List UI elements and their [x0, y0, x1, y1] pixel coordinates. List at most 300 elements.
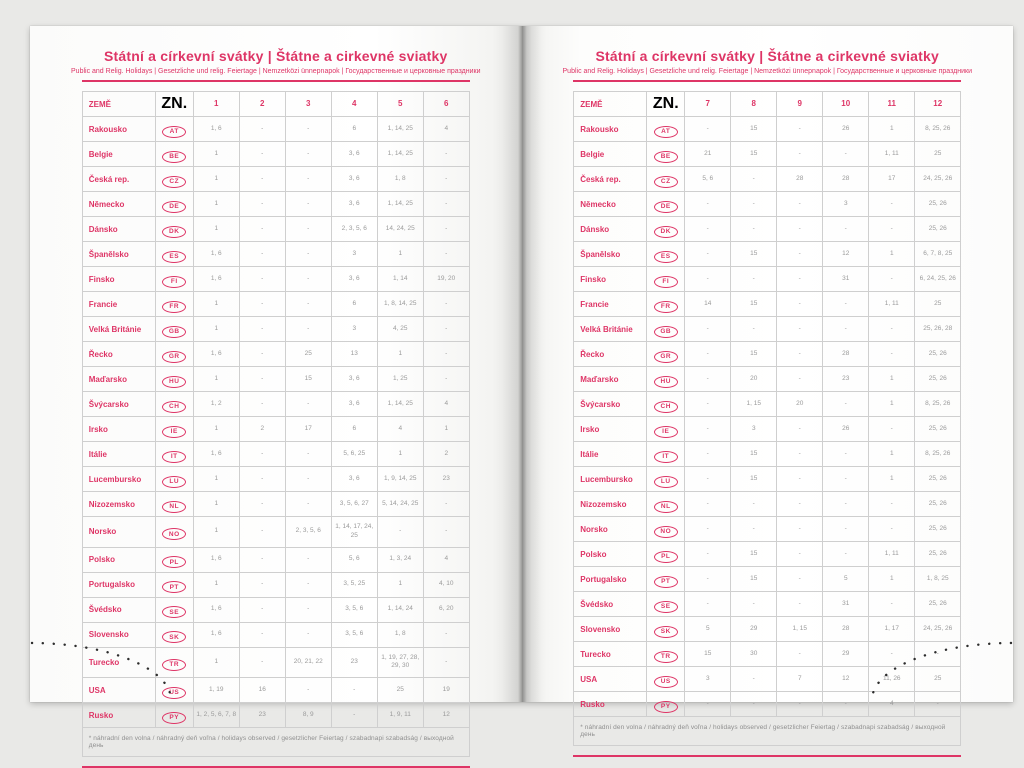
holiday-days-cell: - [685, 442, 731, 467]
holiday-days-cell: - [423, 647, 469, 678]
country-code-cell [155, 547, 193, 572]
holiday-days-cell: 29 [731, 617, 777, 642]
holiday-days-cell: - [823, 542, 869, 567]
holiday-days-cell: 1 [869, 392, 915, 417]
holiday-days-cell: 15 [731, 442, 777, 467]
holiday-days-cell: - [285, 192, 331, 217]
holiday-days-cell: 6, 20 [423, 597, 469, 622]
country-name: USA [574, 667, 647, 692]
holiday-days-cell: - [239, 292, 285, 317]
holiday-days-cell: - [777, 142, 823, 167]
country-name: Česká rep. [82, 167, 155, 192]
holiday-days-cell: - [423, 242, 469, 267]
country-code-badge: LU [654, 476, 678, 488]
country-code-badge: NO [654, 526, 678, 538]
holiday-days-cell: 1, 8 [377, 167, 423, 192]
holiday-days-cell: - [731, 492, 777, 517]
holiday-days-cell: - [239, 517, 285, 548]
holiday-days-cell: 12 [823, 667, 869, 692]
holiday-days-cell: 26 [823, 417, 869, 442]
country-name: Norsko [82, 517, 155, 548]
holiday-days-cell: 1, 14, 25 [377, 117, 423, 142]
holiday-days-cell: - [423, 217, 469, 242]
month-column-header: 6 [423, 92, 469, 117]
holiday-days-cell: - [915, 642, 961, 667]
holiday-days-cell: 5, 6 [331, 547, 377, 572]
country-name: Německo [82, 192, 155, 217]
holiday-days-cell: 25, 26 [915, 342, 961, 367]
holiday-days-cell: 1 [193, 292, 239, 317]
holiday-days-cell: - [731, 692, 777, 717]
country-row [82, 167, 469, 192]
holiday-days-cell: 4 [423, 117, 469, 142]
holiday-days-cell: - [685, 492, 731, 517]
holiday-days-cell: 3 [823, 192, 869, 217]
holiday-days-cell: - [685, 367, 731, 392]
country-code-badge: FI [654, 276, 678, 288]
holiday-days-cell: 23 [423, 467, 469, 492]
holiday-days-cell: 20 [731, 367, 777, 392]
holiday-days-cell: 1, 9, 11 [377, 703, 423, 728]
holiday-days-cell: - [777, 242, 823, 267]
country-code-badge: DE [162, 201, 186, 213]
holiday-days-cell: 1 [193, 517, 239, 548]
holiday-days-cell: 25 [915, 142, 961, 167]
holiday-days-cell: 20, 21, 22 [285, 647, 331, 678]
country-name: Belgie [574, 142, 647, 167]
holiday-days-cell: 2, 3, 5, 6 [331, 217, 377, 242]
holiday-days-cell: 4 [423, 392, 469, 417]
holiday-days-cell: 25, 26 [915, 592, 961, 617]
holiday-days-cell: 1, 14 [377, 267, 423, 292]
holiday-days-cell: - [423, 517, 469, 548]
country-code-cell [155, 192, 193, 217]
holiday-days-cell: - [869, 342, 915, 367]
country-code-badge: DK [162, 226, 186, 238]
holiday-days-cell: - [731, 167, 777, 192]
footnote: * náhradní den volna / náhradný deň voľna / holidays observed / gesetzlicher Feiertag / szabadnapi szabadság / выходной день [82, 728, 469, 757]
holiday-days-cell: 25 [285, 342, 331, 367]
holiday-days-cell: 25, 26 [915, 217, 961, 242]
country-code-badge: TR [162, 659, 186, 671]
month-column-header: 4 [331, 92, 377, 117]
country-row [82, 417, 469, 442]
holiday-days-cell: - [915, 692, 961, 717]
holiday-days-cell: - [285, 242, 331, 267]
month-column-header: 10 [823, 92, 869, 117]
holiday-days-cell: 3, 5, 25 [331, 572, 377, 597]
holiday-days-cell: 3, 5, 6 [331, 597, 377, 622]
holiday-days-cell: 25 [377, 678, 423, 703]
holiday-days-cell: 3, 6 [331, 142, 377, 167]
country-row [82, 242, 469, 267]
holiday-days-cell: 4 [377, 417, 423, 442]
holiday-days-cell: 1, 6 [193, 267, 239, 292]
holiday-days-cell: - [685, 117, 731, 142]
country-name: Rakousko [82, 117, 155, 142]
holiday-days-cell: - [239, 117, 285, 142]
country-row [574, 242, 961, 267]
holiday-days-cell: - [685, 317, 731, 342]
holiday-days-cell: 13 [331, 342, 377, 367]
page-subtitle: Public and Relig. Holidays | Gesetzliche und relig. Feiertage | Nemzetközi ünnepnapok | Государственные и церковные праздники [562, 68, 972, 75]
country-name: Norsko [574, 517, 647, 542]
country-code-badge: BE [162, 151, 186, 163]
country-name: Švédsko [82, 597, 155, 622]
country-row [574, 492, 961, 517]
country-code-badge: CH [654, 401, 678, 413]
country-row [574, 592, 961, 617]
country-name: Velká Británie [82, 317, 155, 342]
country-code-badge: SK [654, 626, 678, 638]
country-name: Polsko [82, 547, 155, 572]
holiday-days-cell: 1 [193, 142, 239, 167]
holiday-days-cell: 24, 25, 26 [915, 617, 961, 642]
holiday-days-cell: 4, 10 [423, 572, 469, 597]
country-code-badge: SE [654, 601, 678, 613]
holiday-days-cell: - [423, 622, 469, 647]
holiday-days-cell: - [823, 492, 869, 517]
country-row [574, 117, 961, 142]
country-row [574, 292, 961, 317]
holiday-days-cell: 1 [193, 192, 239, 217]
country-name: Švédsko [574, 592, 647, 617]
country-code-badge: TR [654, 651, 678, 663]
country-code-cell [647, 692, 685, 717]
country-code-badge: GR [162, 351, 186, 363]
country-name: USA [82, 678, 155, 703]
country-code-cell [647, 267, 685, 292]
holiday-days-cell: - [285, 597, 331, 622]
country-name: Německo [574, 192, 647, 217]
country-code-cell [155, 317, 193, 342]
country-code-cell [155, 622, 193, 647]
holiday-days-cell: - [685, 542, 731, 567]
country-code-badge: IE [654, 426, 678, 438]
holiday-days-cell: 25, 26 [915, 542, 961, 567]
country-row [82, 467, 469, 492]
holiday-days-cell: 5 [823, 567, 869, 592]
holiday-days-cell: - [331, 678, 377, 703]
holiday-days-cell: - [731, 267, 777, 292]
holiday-days-cell: 15 [685, 642, 731, 667]
accent-rule-bottom [573, 755, 961, 757]
holiday-days-cell: - [285, 442, 331, 467]
page-title: Státní a církevní svátky | Štátne a cirkevné sviatky [595, 48, 939, 64]
holiday-days-cell: 1, 14, 24 [377, 597, 423, 622]
month-column-header: 9 [777, 92, 823, 117]
holiday-days-cell: 24, 25, 26 [915, 167, 961, 192]
country-code-cell [155, 292, 193, 317]
holiday-days-cell: 6 [331, 292, 377, 317]
holiday-days-cell: 1, 6 [193, 622, 239, 647]
holiday-days-cell: 1 [193, 572, 239, 597]
month-column-header: 7 [685, 92, 731, 117]
country-code-badge: PT [654, 576, 678, 588]
country-code-badge: SE [162, 606, 186, 618]
holiday-days-cell: 5, 14, 24, 25 [377, 492, 423, 517]
table-header-row [574, 92, 961, 117]
country-code-cell [647, 342, 685, 367]
country-code-badge: PL [654, 551, 678, 563]
footnote-row [82, 728, 469, 757]
holiday-days-cell: - [685, 342, 731, 367]
holiday-days-cell: 17 [285, 417, 331, 442]
holiday-days-cell: - [731, 667, 777, 692]
country-row [82, 142, 469, 167]
holiday-days-cell: - [777, 542, 823, 567]
holiday-days-cell: - [685, 692, 731, 717]
holiday-days-cell: - [777, 292, 823, 317]
country-code-cell [647, 242, 685, 267]
country-row [574, 617, 961, 642]
holiday-days-cell: - [285, 267, 331, 292]
holiday-days-cell: - [823, 467, 869, 492]
holiday-days-cell: - [239, 367, 285, 392]
holiday-days-cell: 16 [239, 678, 285, 703]
country-name: Itálie [574, 442, 647, 467]
country-row [574, 467, 961, 492]
holiday-days-cell: 1, 11 [869, 292, 915, 317]
country-code-badge: DK [654, 226, 678, 238]
holiday-days-cell: 1, 2, 5, 6, 7, 8 [193, 703, 239, 728]
holiday-days-cell: 3 [331, 317, 377, 342]
holiday-days-cell: 3, 6 [331, 167, 377, 192]
country-name: Řecko [574, 342, 647, 367]
holiday-days-cell: - [285, 678, 331, 703]
country-name: Irsko [82, 417, 155, 442]
country-code-badge: DE [654, 201, 678, 213]
holiday-days-cell: - [239, 392, 285, 417]
country-code-cell [647, 367, 685, 392]
country-code-cell [647, 392, 685, 417]
holiday-days-cell: 1, 6 [193, 442, 239, 467]
country-code-badge: US [162, 687, 186, 699]
holiday-days-cell: - [423, 192, 469, 217]
holiday-days-cell: - [239, 217, 285, 242]
holiday-days-cell: 26 [823, 117, 869, 142]
country-code-cell [155, 242, 193, 267]
country-name: Slovensko [82, 622, 155, 647]
col-header-code: ZN. [155, 92, 193, 117]
country-name: Turecko [574, 642, 647, 667]
holiday-days-cell: - [285, 547, 331, 572]
holiday-days-cell: - [239, 597, 285, 622]
country-name: Itálie [82, 442, 155, 467]
country-row [574, 342, 961, 367]
country-name: Švýcarsko [574, 392, 647, 417]
country-code-badge: PY [162, 712, 186, 724]
country-row [574, 392, 961, 417]
holiday-days-cell: - [423, 167, 469, 192]
holiday-days-cell: - [285, 317, 331, 342]
month-column-header: 2 [239, 92, 285, 117]
country-name: Portugalsko [574, 567, 647, 592]
holiday-days-cell: - [685, 217, 731, 242]
country-code-cell [155, 342, 193, 367]
country-code-badge: IT [162, 451, 186, 463]
country-name: Turecko [82, 647, 155, 678]
holiday-days-cell: - [685, 267, 731, 292]
country-code-badge: HU [654, 376, 678, 388]
holiday-days-cell: 23 [823, 367, 869, 392]
holiday-days-cell: 25, 26 [915, 192, 961, 217]
holiday-days-cell: 3 [731, 417, 777, 442]
country-code-cell [155, 703, 193, 728]
holiday-days-cell: 15 [285, 367, 331, 392]
holiday-days-cell: 1, 14, 25 [377, 392, 423, 417]
accent-rule-top [82, 80, 470, 82]
country-code-cell [155, 678, 193, 703]
country-code-badge: NO [162, 528, 186, 540]
country-name: Řecko [82, 342, 155, 367]
holiday-days-cell: - [869, 592, 915, 617]
country-row [574, 267, 961, 292]
holiday-days-cell: 1, 17 [869, 617, 915, 642]
country-row [82, 547, 469, 572]
country-row [574, 367, 961, 392]
country-row [574, 317, 961, 342]
country-row [82, 572, 469, 597]
country-row [82, 622, 469, 647]
holiday-days-cell: - [777, 517, 823, 542]
country-row [82, 342, 469, 367]
country-code-badge: LU [162, 476, 186, 488]
holiday-days-cell: - [777, 642, 823, 667]
holiday-days-cell: 25, 26 [915, 417, 961, 442]
holiday-days-cell: 15 [731, 242, 777, 267]
country-code-badge: US [654, 676, 678, 688]
holiday-days-cell: 1, 6 [193, 342, 239, 367]
holiday-days-cell: - [777, 417, 823, 442]
holiday-days-cell: - [285, 217, 331, 242]
country-code-badge: HU [162, 376, 186, 388]
country-name: Velká Británie [574, 317, 647, 342]
month-column-header: 3 [285, 92, 331, 117]
country-row [574, 192, 961, 217]
holiday-days-cell: 1 [193, 317, 239, 342]
country-row [574, 167, 961, 192]
country-code-badge: FR [162, 301, 186, 313]
holiday-days-cell: 1 [193, 367, 239, 392]
holiday-days-cell: 8, 25, 26 [915, 117, 961, 142]
country-code-badge: AT [162, 126, 186, 138]
month-column-header: 12 [915, 92, 961, 117]
country-code-cell [155, 392, 193, 417]
holiday-days-cell: 25, 26 [915, 367, 961, 392]
country-row [574, 217, 961, 242]
country-code-cell [647, 167, 685, 192]
holiday-days-cell: - [239, 317, 285, 342]
holiday-days-cell: 3, 5, 6, 27 [331, 492, 377, 517]
holiday-days-cell: - [823, 392, 869, 417]
holiday-days-cell: 1, 11 [869, 542, 915, 567]
holiday-days-cell: - [285, 392, 331, 417]
country-code-cell [155, 467, 193, 492]
holiday-days-cell: 21 [685, 142, 731, 167]
holiday-days-cell: 3 [331, 242, 377, 267]
holiday-days-cell: - [777, 442, 823, 467]
country-code-cell [155, 417, 193, 442]
holiday-days-cell: 1 [869, 467, 915, 492]
country-name: Finsko [574, 267, 647, 292]
holiday-days-cell: 1 [377, 572, 423, 597]
holiday-days-cell: - [685, 592, 731, 617]
holiday-days-cell: 4 [869, 692, 915, 717]
holiday-days-cell: 1, 15 [777, 617, 823, 642]
holiday-days-cell: - [823, 292, 869, 317]
holiday-days-cell: - [685, 417, 731, 442]
country-code-badge: FR [654, 301, 678, 313]
footnote: * náhradní den volna / náhradný deň voľna / holidays observed / gesetzlicher Feiertag / szabadnapi szabadság / выходной день [574, 717, 961, 746]
country-code-cell [155, 142, 193, 167]
country-code-cell [155, 217, 193, 242]
holiday-days-cell: 1 [423, 417, 469, 442]
holiday-days-cell: 1, 19 [193, 678, 239, 703]
holiday-days-cell: - [777, 342, 823, 367]
holiday-days-cell: - [777, 192, 823, 217]
country-name: Švýcarsko [82, 392, 155, 417]
country-name: Nizozemsko [574, 492, 647, 517]
country-code-badge: GB [162, 326, 186, 338]
country-code-badge: FI [162, 276, 186, 288]
holiday-days-cell: 1 [377, 442, 423, 467]
holiday-days-cell: - [777, 467, 823, 492]
holiday-days-cell: 25 [915, 292, 961, 317]
holiday-days-cell: - [869, 267, 915, 292]
holiday-days-cell: 1, 6 [193, 117, 239, 142]
col-header-code: ZN. [647, 92, 685, 117]
holiday-days-cell: 6, 24, 25, 26 [915, 267, 961, 292]
country-row [82, 392, 469, 417]
holiday-days-cell: - [239, 492, 285, 517]
holiday-days-cell: - [823, 517, 869, 542]
country-name: Španělsko [574, 242, 647, 267]
table-body [82, 117, 469, 728]
holiday-days-cell: 3, 6 [331, 267, 377, 292]
holiday-days-cell: 1 [193, 647, 239, 678]
holiday-days-cell: 19 [423, 678, 469, 703]
country-row [82, 292, 469, 317]
holiday-days-cell: 1, 19, 27, 28, 29, 30 [377, 647, 423, 678]
country-row [574, 442, 961, 467]
country-code-cell [647, 517, 685, 542]
holiday-days-cell: 5, 6, 25 [331, 442, 377, 467]
country-row [574, 667, 961, 692]
holiday-days-cell: - [823, 442, 869, 467]
country-code-cell [647, 442, 685, 467]
holiday-days-cell: 3, 6 [331, 192, 377, 217]
holiday-days-cell: 4, 25 [377, 317, 423, 342]
holiday-days-cell: - [731, 317, 777, 342]
holiday-days-cell: - [777, 317, 823, 342]
holiday-days-cell: 29 [823, 642, 869, 667]
diary-open-spread [30, 26, 1013, 750]
holiday-days-cell: 1, 3, 24 [377, 547, 423, 572]
holiday-days-cell: 3, 6 [331, 367, 377, 392]
holiday-days-cell: 25 [915, 667, 961, 692]
holiday-days-cell: - [423, 342, 469, 367]
country-code-badge: CH [162, 401, 186, 413]
month-column-header: 5 [377, 92, 423, 117]
country-name: Dánsko [574, 217, 647, 242]
holiday-days-cell: - [239, 647, 285, 678]
holiday-days-cell: 1, 15 [731, 392, 777, 417]
holiday-days-cell: 1, 14, 25 [377, 142, 423, 167]
country-name: Portugalsko [82, 572, 155, 597]
holiday-days-cell: 3, 6 [331, 467, 377, 492]
holiday-days-cell: 25, 26 [915, 467, 961, 492]
